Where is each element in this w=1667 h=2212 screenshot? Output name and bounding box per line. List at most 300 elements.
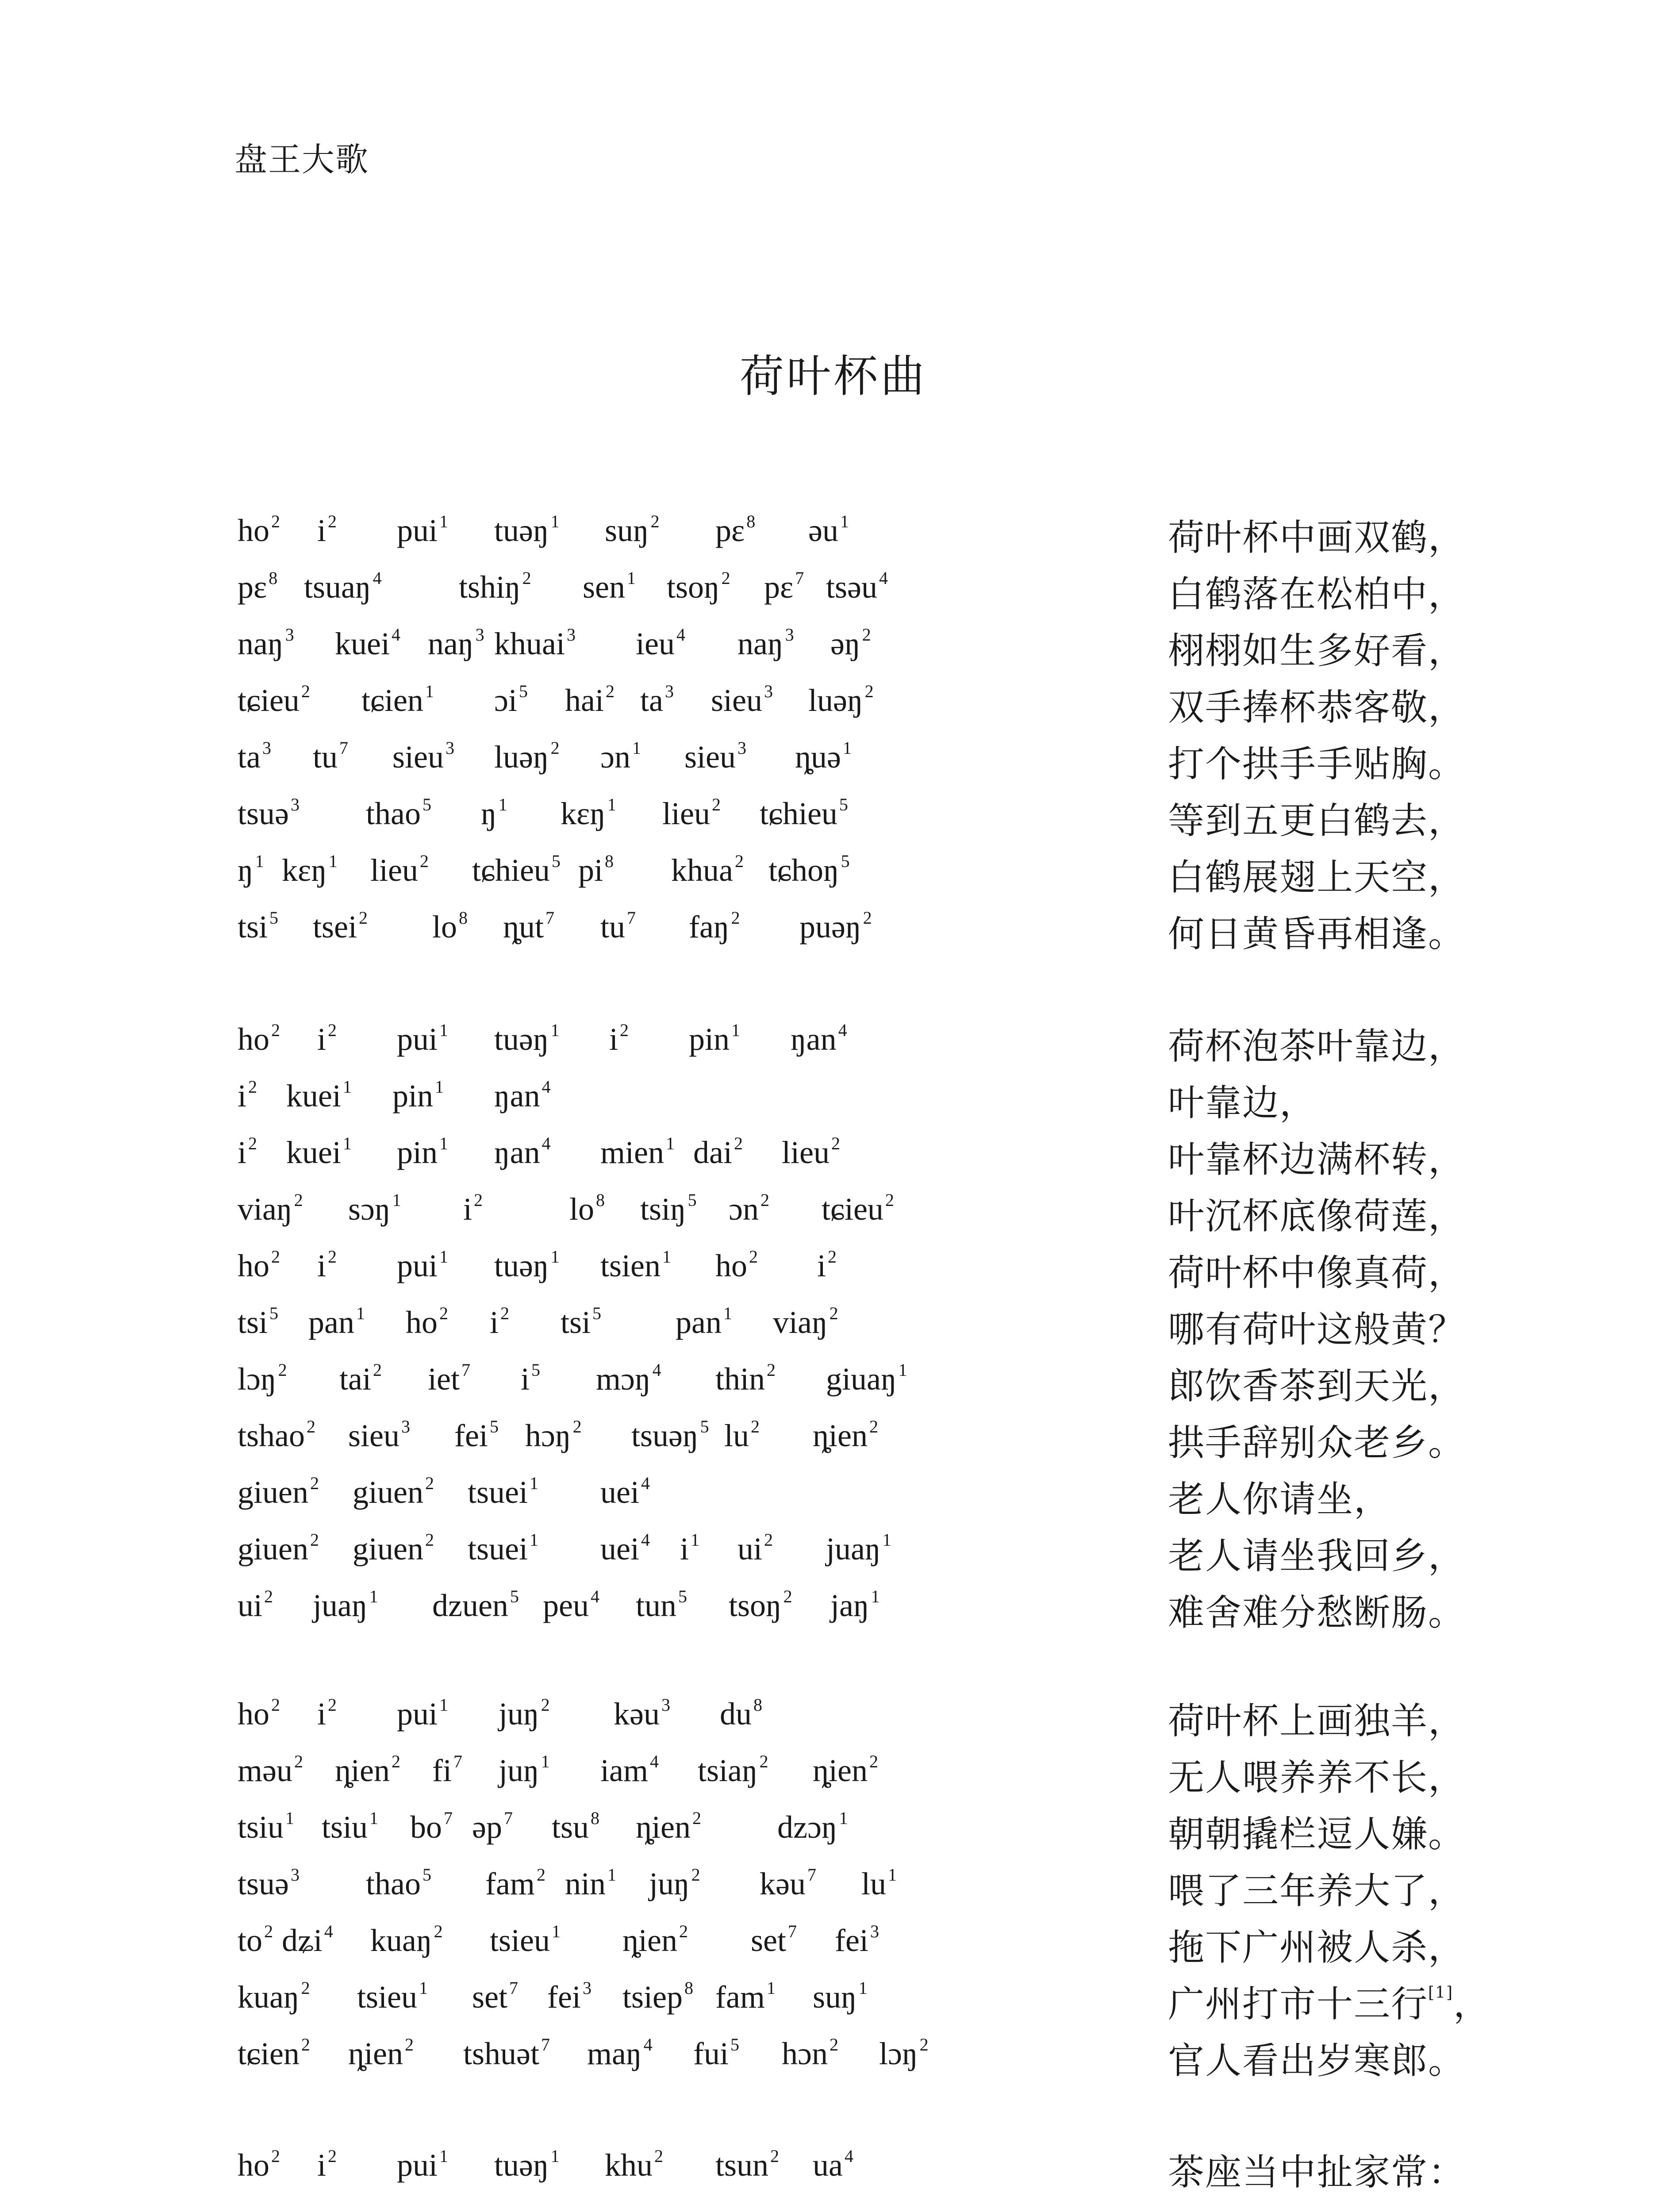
syllable: viaŋ $^2$ bbox=[238, 1190, 303, 1227]
tone-number: 2 bbox=[306, 1417, 315, 1436]
syllable: sɔŋ $^1$ bbox=[348, 1190, 401, 1227]
tone-number: 1 bbox=[550, 1020, 560, 1040]
syllable: tuəŋ $^1$ bbox=[494, 1020, 560, 1057]
tone-number: 2 bbox=[310, 1530, 319, 1550]
tone-number: 5 bbox=[489, 1417, 499, 1436]
syllable: i $^2$ bbox=[317, 2146, 337, 2183]
tone-number: 1 bbox=[839, 1808, 848, 1828]
verse-line bbox=[0, 844, 1667, 901]
syllable: pɛ $^8$ bbox=[238, 568, 278, 605]
tone-number: 1 bbox=[858, 1978, 868, 1998]
syllable: tɕhieu $^5$ bbox=[760, 795, 848, 831]
tone-number: 2 bbox=[749, 1247, 758, 1267]
syllable: ŋ $^1$ bbox=[481, 795, 507, 831]
tone-number: 7 bbox=[787, 1921, 797, 1941]
syllable: naŋ $^3$ bbox=[238, 625, 294, 661]
tone-number: 5 bbox=[839, 795, 848, 814]
tone-number: 1 bbox=[723, 1303, 732, 1323]
romanization bbox=[238, 2028, 1122, 2084]
verse-line bbox=[0, 1744, 1667, 1801]
romanization bbox=[238, 561, 1122, 618]
tone-number: 1 bbox=[731, 1020, 741, 1040]
romanization bbox=[238, 1914, 1122, 1971]
romanization bbox=[238, 1523, 1122, 1579]
chinese-translation: 荷叶杯中像真荷， bbox=[1168, 1252, 1466, 1294]
tone-number: 7 bbox=[461, 1360, 470, 1380]
syllable: tuəŋ $^1$ bbox=[494, 2146, 560, 2183]
syllable: faŋ $^2$ bbox=[689, 908, 740, 945]
tone-number: 2 bbox=[301, 2035, 310, 2055]
syllable: əu $^1$ bbox=[808, 511, 849, 548]
tone-number: 8 bbox=[746, 511, 756, 531]
tone-number: 1 bbox=[840, 511, 849, 531]
verse-line bbox=[0, 731, 1667, 787]
tone-number: 2 bbox=[301, 681, 310, 701]
chinese-translation: 老人请坐我回乡， bbox=[1168, 1535, 1466, 1577]
syllable: ŋan $^4$ bbox=[494, 1133, 551, 1170]
syllable: ho $^2$ bbox=[238, 511, 280, 548]
syllable: ȵuə $^1$ bbox=[795, 738, 852, 775]
tone-number: 1 bbox=[691, 1530, 700, 1550]
tone-number: 7 bbox=[545, 908, 555, 928]
chinese-translation: 何日黄昏再相逢。 bbox=[1168, 913, 1466, 955]
tone-number: 4 bbox=[838, 1020, 847, 1040]
syllable: tai $^2$ bbox=[339, 1360, 382, 1397]
syllable: mien $^1$ bbox=[600, 1133, 675, 1170]
syllable: pui $^1$ bbox=[397, 1247, 449, 1283]
syllable: tsiu $^1$ bbox=[322, 1808, 379, 1845]
tone-number: 2 bbox=[829, 2035, 838, 2055]
syllable: ȵut $^7$ bbox=[503, 908, 555, 945]
tone-number: 5 bbox=[841, 851, 850, 871]
romanization bbox=[238, 1971, 1122, 2028]
syllable: tɕien $^2$ bbox=[238, 2035, 310, 2071]
syllable: ta $^3$ bbox=[238, 738, 271, 775]
syllable: jaŋ $^1$ bbox=[830, 1586, 880, 1623]
syllable: tun $^5$ bbox=[636, 1586, 688, 1623]
syllable: mɔŋ $^4$ bbox=[596, 1360, 661, 1397]
tone-number: 1 bbox=[439, 1247, 449, 1267]
tone-number: 1 bbox=[369, 1586, 378, 1606]
tone-number: 1 bbox=[435, 1077, 444, 1097]
syllable: lo $^8$ bbox=[569, 1190, 605, 1227]
verse-line bbox=[0, 1914, 1667, 1971]
syllable: tɕhieu $^5$ bbox=[472, 851, 561, 888]
syllable: tu $^7$ bbox=[600, 908, 636, 945]
syllable: tshiŋ $^2$ bbox=[459, 568, 531, 605]
syllable: giuen $^2$ bbox=[353, 1473, 434, 1510]
tone-number: 1 bbox=[626, 568, 636, 588]
tone-number: 2 bbox=[434, 1921, 443, 1941]
tone-number: 2 bbox=[767, 1360, 776, 1380]
syllable: lɔŋ $^2$ bbox=[238, 1360, 287, 1397]
tone-number: 4 bbox=[542, 1133, 551, 1153]
syllable: ɔn $^2$ bbox=[729, 1190, 769, 1227]
tone-number: 2 bbox=[358, 908, 368, 928]
tone-number: 5 bbox=[519, 681, 528, 701]
tone-number: 2 bbox=[605, 681, 615, 701]
tone-number: 1 bbox=[529, 1473, 538, 1493]
tone-number: 8 bbox=[269, 568, 278, 588]
tone-number: 1 bbox=[285, 1808, 295, 1828]
tone-number: 1 bbox=[439, 1020, 449, 1040]
syllable: ho $^2$ bbox=[238, 1247, 280, 1283]
syllable: giuen $^2$ bbox=[238, 1473, 319, 1510]
tone-number: 7 bbox=[453, 1751, 462, 1771]
syllable: ȵien $^2$ bbox=[622, 1921, 688, 1958]
syllable: i $^2$ bbox=[317, 511, 337, 548]
romanization bbox=[238, 1013, 1122, 1070]
tone-number: 2 bbox=[271, 1247, 280, 1267]
tone-number: 2 bbox=[831, 1133, 840, 1153]
tone-number: 4 bbox=[641, 1473, 650, 1493]
tone-number: 3 bbox=[737, 738, 746, 758]
chinese-translation: 荷叶杯上画独羊， bbox=[1168, 1700, 1466, 1742]
chinese-translation: 郎饮香茶到天光， bbox=[1168, 1365, 1466, 1407]
tone-number: 2 bbox=[679, 1921, 688, 1941]
tone-number: 2 bbox=[650, 511, 660, 531]
tone-number: 2 bbox=[783, 1586, 792, 1606]
verse-line bbox=[0, 2028, 1667, 2084]
syllable: sieu $^3$ bbox=[711, 681, 773, 718]
tone-number: 3 bbox=[785, 625, 794, 645]
syllable: khuai $^3$ bbox=[494, 625, 576, 661]
syllable: luəŋ $^2$ bbox=[808, 681, 874, 718]
tone-number: 2 bbox=[764, 1530, 773, 1550]
tone-number: 3 bbox=[764, 681, 773, 701]
syllable: ȵien $^2$ bbox=[813, 1417, 878, 1453]
syllable: ieu $^4$ bbox=[636, 625, 685, 661]
syllable: ȵien $^2$ bbox=[813, 1751, 878, 1788]
tone-number: 1 bbox=[898, 1360, 907, 1380]
syllable: tsoŋ $^2$ bbox=[729, 1586, 792, 1623]
syllable: sieu $^3$ bbox=[348, 1417, 410, 1453]
tone-number: 2 bbox=[474, 1190, 483, 1210]
tone-number: 4 bbox=[879, 568, 888, 588]
tone-number: 5 bbox=[592, 1303, 602, 1323]
tone-number: 8 bbox=[596, 1190, 605, 1210]
tone-number: 1 bbox=[342, 1133, 352, 1153]
syllable: fi $^7$ bbox=[432, 1751, 462, 1788]
tone-number: 3 bbox=[582, 1978, 592, 1998]
syllable: dai $^2$ bbox=[693, 1133, 743, 1170]
song-title: 荷叶杯曲 bbox=[740, 350, 927, 402]
tone-number: 2 bbox=[301, 1978, 310, 1998]
chinese-translation: 朝朝撬栏逗人嫌。 bbox=[1168, 1813, 1466, 1855]
tone-number: 2 bbox=[864, 681, 874, 701]
syllable: ho $^2$ bbox=[238, 1020, 280, 1057]
tone-number: 2 bbox=[751, 1417, 760, 1436]
syllable: lu $^1$ bbox=[861, 1865, 897, 1901]
chinese-translation: 老人你请坐， bbox=[1168, 1479, 1391, 1521]
syllable: kəu $^3$ bbox=[614, 1695, 670, 1732]
syllable: du $^8$ bbox=[720, 1695, 762, 1732]
tone-number: 2 bbox=[500, 1303, 510, 1323]
syllable: tsuei $^1$ bbox=[468, 1530, 538, 1567]
syllable: tɕien $^1$ bbox=[361, 681, 434, 718]
chinese-translation: 栩栩如生多好看， bbox=[1168, 630, 1466, 672]
syllable: pui $^1$ bbox=[397, 1695, 449, 1732]
syllable: giuen $^2$ bbox=[353, 1530, 434, 1567]
syllable: tsuə $^3$ bbox=[238, 1865, 300, 1901]
syllable: tsiŋ $^5$ bbox=[640, 1190, 697, 1227]
tone-number: 3 bbox=[290, 795, 300, 814]
syllable: peu $^4$ bbox=[543, 1586, 599, 1623]
syllable: kuei $^1$ bbox=[286, 1077, 352, 1114]
syllable: kuei $^1$ bbox=[286, 1133, 352, 1170]
tone-number: 2 bbox=[541, 1695, 550, 1715]
tone-number: 1 bbox=[369, 1808, 379, 1828]
tone-number: 5 bbox=[269, 1303, 279, 1323]
syllable: maŋ $^4$ bbox=[587, 2035, 653, 2071]
chinese-translation: 茶座当中扯家常： bbox=[1168, 2151, 1466, 2193]
tone-number: 2 bbox=[770, 2146, 780, 2166]
tone-number: 2 bbox=[328, 511, 337, 531]
syllable: lɔŋ $^2$ bbox=[879, 2035, 929, 2071]
tone-number: 2 bbox=[419, 851, 429, 871]
syllable: naŋ $^3$ bbox=[428, 625, 484, 661]
tone-number: 2 bbox=[271, 2146, 280, 2166]
tone-number: 1 bbox=[888, 1865, 897, 1885]
chinese-translation: 白鹤落在松柏中， bbox=[1168, 573, 1466, 615]
chinese-translation: 哪有荷叶这般黄？ bbox=[1168, 1309, 1466, 1351]
syllable: tsoŋ $^2$ bbox=[667, 568, 730, 605]
tone-number: 1 bbox=[766, 1978, 776, 1998]
tone-number: 2 bbox=[294, 1190, 303, 1210]
tone-number: 2 bbox=[248, 1133, 257, 1153]
syllable: ŋan $^4$ bbox=[494, 1077, 551, 1114]
chinese-translation: 荷杯泡茶叶靠边， bbox=[1168, 1025, 1466, 1068]
romanization bbox=[238, 1070, 1122, 1126]
tone-number: 2 bbox=[654, 2146, 663, 2166]
verse-line bbox=[0, 674, 1667, 731]
tone-number: 2 bbox=[731, 908, 740, 928]
tone-number: 2 bbox=[264, 1586, 273, 1606]
romanization bbox=[238, 1183, 1122, 1240]
tone-number: 8 bbox=[684, 1978, 693, 1998]
syllable: sieu $^3$ bbox=[392, 738, 454, 775]
chinese-translation: 打个拱手手贴胸。 bbox=[1168, 743, 1466, 785]
chinese-translation: 拱手辞别众老乡。 bbox=[1168, 1422, 1466, 1464]
tone-number: 7 bbox=[444, 1808, 453, 1828]
chinese-translation: 叶沉杯底像荷莲， bbox=[1168, 1195, 1466, 1237]
romanization bbox=[238, 1801, 1122, 1858]
stanza bbox=[0, 1013, 1667, 1636]
verse-line bbox=[0, 1801, 1667, 1858]
syllable: kəu $^7$ bbox=[760, 1865, 816, 1901]
tone-number: 1 bbox=[439, 511, 449, 531]
tone-number: 7 bbox=[795, 568, 804, 588]
syllable: i $^2$ bbox=[490, 1303, 510, 1340]
tone-number: 4 bbox=[542, 1077, 551, 1097]
syllable: ȵien $^2$ bbox=[348, 2035, 414, 2071]
tone-number: 1 bbox=[551, 1921, 561, 1941]
romanization bbox=[238, 1409, 1122, 1466]
syllable: set $^7$ bbox=[751, 1921, 797, 1958]
tone-number: 1 bbox=[607, 795, 616, 814]
tone-number: 2 bbox=[919, 2035, 929, 2055]
tone-number: 3 bbox=[285, 625, 294, 645]
syllable: tu $^7$ bbox=[313, 738, 349, 775]
tone-number: 5 bbox=[422, 1865, 431, 1885]
tone-number: 1 bbox=[842, 738, 852, 758]
tone-number: 5 bbox=[510, 1586, 519, 1606]
tone-number: 2 bbox=[692, 1808, 701, 1828]
syllable: pin $^1$ bbox=[392, 1077, 444, 1114]
verse-line bbox=[0, 1070, 1667, 1126]
syllable: sieu $^3$ bbox=[684, 738, 746, 775]
tone-number: 1 bbox=[882, 1530, 891, 1550]
syllable: tsi $^5$ bbox=[238, 1303, 279, 1340]
romanization bbox=[238, 1353, 1122, 1409]
tone-number: 3 bbox=[870, 1921, 879, 1941]
tone-number: 3 bbox=[290, 1865, 300, 1885]
syllable: i $^2$ bbox=[609, 1020, 629, 1057]
romanization bbox=[238, 1858, 1122, 1914]
tone-number: 3 bbox=[445, 738, 454, 758]
tone-number: 2 bbox=[721, 568, 730, 588]
tone-number: 2 bbox=[271, 511, 280, 531]
syllable: tsun $^2$ bbox=[715, 2146, 780, 2183]
syllable: kɛŋ $^1$ bbox=[561, 795, 616, 831]
syllable: əŋ $^2$ bbox=[830, 625, 871, 661]
syllable: ua $^4$ bbox=[813, 2146, 853, 2183]
tone-number: 2 bbox=[425, 1530, 434, 1550]
chinese-translation: 叶靠边， bbox=[1168, 1082, 1317, 1124]
tone-number: 4 bbox=[676, 625, 685, 645]
syllable: lu $^2$ bbox=[724, 1417, 760, 1453]
tone-number: 2 bbox=[869, 1751, 878, 1771]
tone-number: 4 bbox=[652, 1360, 661, 1380]
tone-number: 2 bbox=[271, 1020, 280, 1040]
tone-number: 5 bbox=[700, 1417, 709, 1436]
syllable: kuei $^4$ bbox=[335, 625, 400, 661]
verse-line bbox=[0, 504, 1667, 561]
syllable: giuen $^2$ bbox=[238, 1530, 319, 1567]
syllable: fei $^3$ bbox=[835, 1921, 879, 1958]
syllable: fam $^1$ bbox=[715, 1978, 776, 2015]
syllable: pin $^1$ bbox=[689, 1020, 741, 1057]
syllable: ȵien $^2$ bbox=[335, 1751, 400, 1788]
syllable: hai $^2$ bbox=[565, 681, 615, 718]
verse-line bbox=[0, 1971, 1667, 2028]
tone-number: 2 bbox=[328, 1247, 337, 1267]
tone-number: 1 bbox=[871, 1586, 880, 1606]
verse-line bbox=[0, 618, 1667, 674]
verse-line bbox=[0, 1353, 1667, 1409]
tone-number: 2 bbox=[522, 568, 531, 588]
tone-number: 2 bbox=[869, 1417, 878, 1436]
syllable: pui $^1$ bbox=[397, 2146, 449, 2183]
syllable: tsei $^2$ bbox=[313, 908, 368, 945]
syllable: i $^2$ bbox=[317, 1020, 337, 1057]
tone-number: 1 bbox=[498, 795, 507, 814]
tone-number: 7 bbox=[509, 1978, 518, 1998]
tone-number: 2 bbox=[425, 1473, 434, 1493]
syllable: juŋ $^2$ bbox=[499, 1695, 550, 1732]
syllable: juaŋ $^1$ bbox=[313, 1586, 378, 1623]
tone-number: 4 bbox=[324, 1921, 333, 1941]
syllable: juaŋ $^1$ bbox=[826, 1530, 891, 1567]
syllable: tsieu $^1$ bbox=[357, 1978, 428, 2015]
tone-number: 1 bbox=[328, 851, 338, 871]
syllable: thao $^5$ bbox=[366, 795, 431, 831]
syllable: viaŋ $^2$ bbox=[773, 1303, 838, 1340]
romanization bbox=[238, 844, 1122, 901]
tone-number: 4 bbox=[649, 1751, 659, 1771]
verse-line bbox=[0, 1409, 1667, 1466]
romanization bbox=[238, 674, 1122, 731]
tone-number: 2 bbox=[550, 738, 560, 758]
chinese-translation: 等到五更白鹤去， bbox=[1168, 800, 1466, 842]
tone-number: 3 bbox=[661, 1695, 670, 1715]
tone-number: 1 bbox=[439, 1695, 449, 1715]
tone-number: 3 bbox=[475, 625, 484, 645]
verse-line bbox=[0, 1858, 1667, 1914]
tone-number: 3 bbox=[401, 1417, 410, 1436]
tone-number: 2 bbox=[439, 1303, 448, 1323]
syllable: pɛ $^7$ bbox=[764, 568, 804, 605]
syllable: ȵien $^2$ bbox=[636, 1808, 701, 1845]
tone-number: 5 bbox=[688, 1190, 697, 1210]
syllable: ta $^3$ bbox=[640, 681, 674, 718]
syllable: tɕhoŋ $^5$ bbox=[768, 851, 850, 888]
verse-line bbox=[0, 1688, 1667, 1744]
verse-line bbox=[0, 1126, 1667, 1183]
syllable: set $^7$ bbox=[472, 1978, 518, 2015]
tone-number: 4 bbox=[643, 2035, 653, 2055]
tone-number: 2 bbox=[691, 1865, 700, 1885]
syllable: giuaŋ $^1$ bbox=[826, 1360, 907, 1397]
footnote-marker: [1] bbox=[1428, 1983, 1454, 2002]
tone-number: 2 bbox=[248, 1077, 257, 1097]
syllable: tsiaŋ $^2$ bbox=[698, 1751, 768, 1788]
syllable: ui $^2$ bbox=[737, 1530, 773, 1567]
verse-line bbox=[0, 1296, 1667, 1353]
romanization bbox=[238, 2139, 1122, 2196]
tone-number: 5 bbox=[269, 908, 279, 928]
tone-number: 1 bbox=[607, 1865, 617, 1885]
tone-number: 2 bbox=[828, 1247, 837, 1267]
syllable: pui $^1$ bbox=[397, 1020, 449, 1057]
tone-number: 1 bbox=[439, 2146, 449, 2166]
syllable: iet $^7$ bbox=[428, 1360, 470, 1397]
syllable: pui $^1$ bbox=[397, 511, 449, 548]
syllable: fui $^5$ bbox=[693, 2035, 739, 2071]
tone-number: 1 bbox=[632, 738, 641, 758]
romanization bbox=[238, 731, 1122, 787]
tone-number: 1 bbox=[255, 851, 264, 871]
tone-number: 1 bbox=[342, 1077, 352, 1097]
chinese-translation: 白鹤展翅上天空， bbox=[1168, 856, 1466, 899]
tone-number: 4 bbox=[641, 1530, 650, 1550]
syllable: i $^2$ bbox=[238, 1077, 257, 1114]
syllable: to $^2$ bbox=[238, 1921, 273, 1958]
syllable: thin $^2$ bbox=[715, 1360, 776, 1397]
tone-number: 2 bbox=[271, 1695, 280, 1715]
tone-number: 5 bbox=[730, 2035, 739, 2055]
syllable: tɕieu $^2$ bbox=[238, 681, 310, 718]
romanization bbox=[238, 1579, 1122, 1636]
verse-line bbox=[0, 2139, 1667, 2196]
syllable: kuaŋ $^2$ bbox=[370, 1921, 443, 1958]
verse-line bbox=[0, 901, 1667, 957]
syllable: fei $^3$ bbox=[547, 1978, 592, 2015]
stanza bbox=[0, 1688, 1667, 2084]
tone-number: 3 bbox=[262, 738, 271, 758]
syllable: ɔn $^1$ bbox=[600, 738, 641, 775]
syllable: tsi $^5$ bbox=[238, 908, 279, 945]
